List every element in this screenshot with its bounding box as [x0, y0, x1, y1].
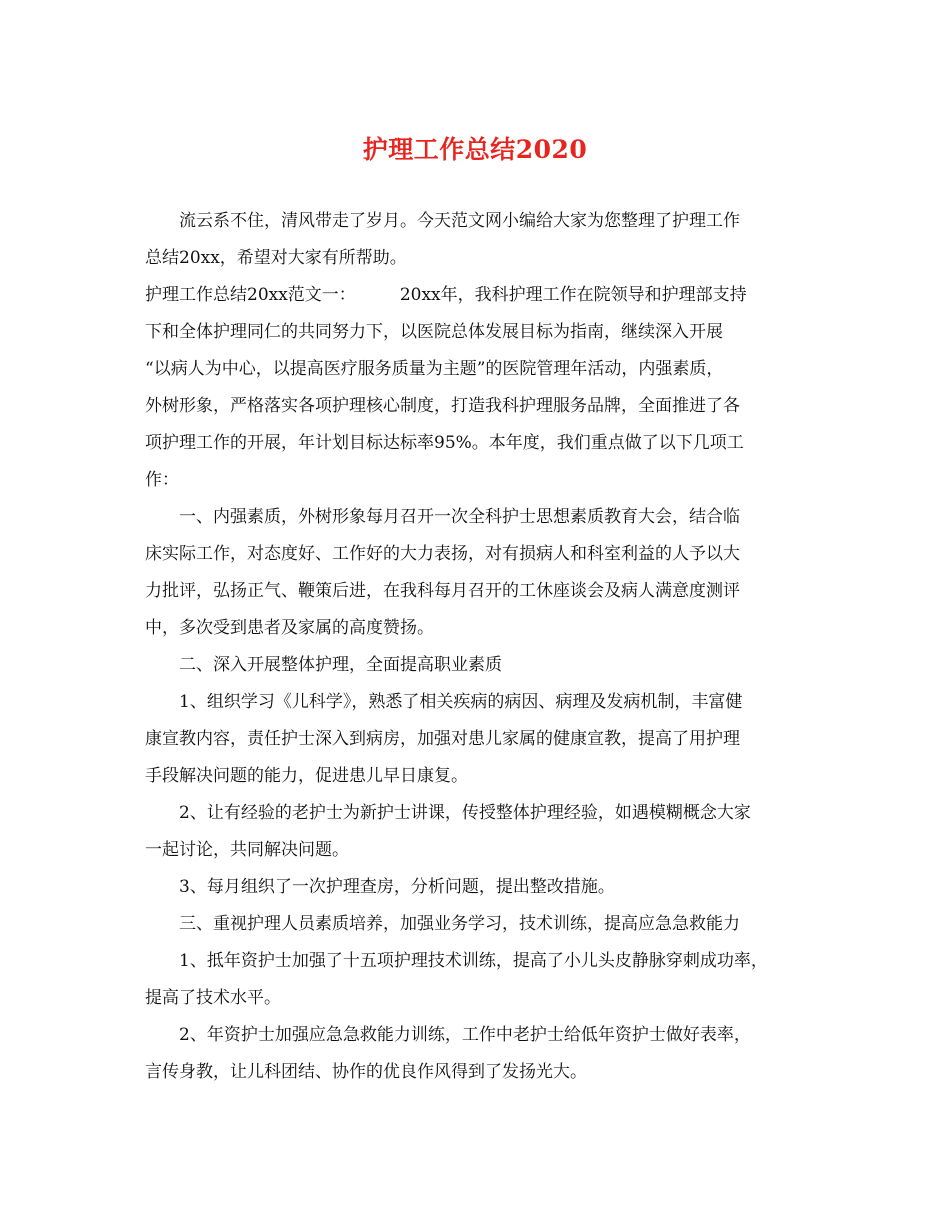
text-line-content: 1、抵年资护士加强了十五项护理技术训练，提高了小儿头皮静脉穿刺成功率，: [179, 951, 768, 971]
text-line: [145, 721, 815, 758]
text-line: [145, 240, 815, 277]
text-line: [145, 869, 815, 906]
text-line-content: 一、内强素质，外树形象每月召开一次全科护士思想素质教育大会，结合临: [179, 507, 740, 527]
text-line-content: 手段解决问题的能力，促进患儿早日康复。: [145, 766, 468, 786]
text-line-content: 一起讨论，共同解决问题。: [145, 840, 349, 860]
text-line-content: 康宣教内容，责任护士深入到病房，加强对患儿家属的健康宣教，提高了用护理: [145, 729, 740, 749]
text-line-content: 1、组织学习《儿科学》，熟悉了相关疾病的病因、病理及发病机制，丰富健: [179, 692, 743, 712]
text-line-content: 言传身教，让儿科团结、协作的优良作风得到了发扬光大。: [145, 1062, 587, 1082]
text-line: [145, 462, 815, 499]
text-line: [145, 758, 815, 795]
text-line: [145, 795, 815, 832]
text-line: [145, 610, 815, 647]
text-line-content: 中，多次受到患者及家属的高度赞扬。: [145, 618, 434, 638]
text-line-tail: 20xx年，我科护理工作在院领导和护理部支持: [399, 285, 747, 305]
text-line-content: “以病人为中心，以提高医疗服务质量为主题”的医院管理年活动，内强素质，: [145, 359, 724, 379]
text-line-content: 下和全体护理同仁的共同努力下，以医院总体发展目标为指南，继续深入开展: [145, 322, 723, 342]
text-line-content: 2、年资护士加强应急急救能力训练，工作中老护士给低年资护士做好表率，: [179, 1025, 751, 1045]
text-line-content: 三、重视护理人员素质培养，加强业务学习，技术训练，提高应急急救能力: [179, 914, 740, 934]
text-line: [145, 906, 815, 943]
text-line: [145, 314, 815, 351]
text-line-content: 流云系不住，清风带走了岁月。今天范文网小编给大家为您整理了护理工作: [179, 211, 740, 231]
text-line: [145, 351, 815, 388]
text-line: [145, 277, 815, 314]
text-line: [145, 1054, 815, 1091]
text-line-content: 床实际工作，对态度好、工作好的大力表扬，对有损病人和科室利益的人予以大: [145, 544, 740, 564]
text-line: [145, 536, 815, 573]
text-line: [145, 1017, 815, 1054]
text-line-content: 作：: [145, 470, 179, 490]
text-line: [145, 573, 815, 610]
document-title: 护理工作总结2020: [362, 135, 588, 164]
text-line-content: 项护理工作的开展，年计划目标达标率95%。本年度，我们重点做了以下几项工: [145, 433, 744, 453]
text-line: [145, 980, 815, 1017]
text-line-content: 力批评，弘扬正气、鞭策后进，在我科每月召开的工休座谈会及病人满意度测评: [145, 581, 740, 601]
document-body: [145, 203, 815, 1091]
text-line-content: 2、让有经验的老护士为新护士讲课，传授整体护理经验，如遇模糊概念大家: [179, 803, 751, 823]
text-line: [145, 388, 815, 425]
text-line: [145, 647, 815, 684]
text-line-content: 3、每月组织了一次护理查房，分析问题，提出整改措施。: [179, 877, 615, 897]
text-line-content: 二、深入开展整体护理，全面提高职业素质: [179, 655, 502, 675]
text-line: [145, 684, 815, 721]
text-line-content: 提高了技术水平。: [145, 988, 281, 1008]
text-line-content: 外树形象，严格落实各项护理核心制度，打造我科护理服务品牌，全面推进了各: [145, 396, 740, 416]
text-line: [145, 832, 815, 869]
text-line: [145, 499, 815, 536]
text-line: [145, 943, 815, 980]
text-line: [145, 425, 815, 462]
text-line: [145, 203, 815, 240]
text-line-content: 护理工作总结20xx范文一：: [145, 285, 356, 305]
text-line-content: 总结20xx，希望对大家有所帮助。: [145, 248, 407, 268]
